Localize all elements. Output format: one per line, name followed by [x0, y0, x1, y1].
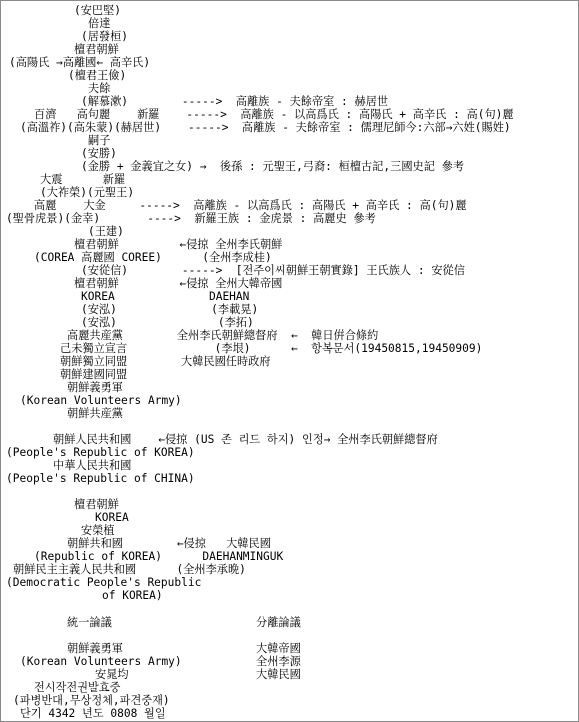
- text-line: 大震 新羅: [40, 173, 126, 186]
- text-line: 朝鮮人民共和國 ←侵掠 (US 존 리드 하지) 인정→ 全州李氏朝鮮總督府: [53, 433, 438, 446]
- text-line: KOREA: [95, 511, 129, 524]
- section-heading: 分離論議: [256, 616, 301, 629]
- text-line: 安榮植: [81, 524, 115, 537]
- text-line: (安泓) (李拓): [81, 316, 254, 329]
- text-line: (王建): [88, 225, 124, 238]
- text-line: 嗣子: [88, 134, 111, 147]
- text-line: (安巴堅): [74, 4, 122, 17]
- text-line: 倍達: [88, 17, 111, 30]
- text-line: 朝鮮義勇軍: [67, 642, 123, 655]
- text-line: 大韓民國: [256, 668, 301, 681]
- text-line: (大祚榮)(元聖王): [40, 186, 135, 199]
- text-line: KOREA DAEHAN: [81, 290, 250, 303]
- text-line: 高麗 大金 -----> 高離族 - 以高爲氏 : 高陽氏 + 高辛氏 : 高(句)麗: [34, 199, 467, 212]
- text-line: (People's Republic of KOREA): [6, 446, 195, 459]
- text-line: (安泓) (李載晃): [81, 303, 259, 316]
- text-line: 단기 4342 년도 0808 월일: [20, 707, 166, 720]
- text-line: 檀君朝鮮 ←侵掠 全州大韓帝國: [74, 277, 283, 290]
- text-line: (金勝 + 金義宜之女) → 後孫 : 元聖王,弓裔: 桓檀古記,三國史記 參考: [81, 160, 465, 173]
- text-line: (高陽氏 →高離國← 高辛氏): [9, 56, 151, 69]
- text-line: (COREA 高麗國 COREE) (全州李成桂): [34, 251, 272, 264]
- text-line: 檀君朝鮮: [74, 498, 119, 511]
- text-line: (聖骨虎景)(金幸) ----> 新羅王族 : 金虎景 : 高麗史 參考: [6, 212, 376, 225]
- text-line: 安晁均: [95, 668, 129, 681]
- text-line: of KOREA): [102, 589, 163, 602]
- text-line: 己未獨立宣言 (李垠) ← 항복문서(19450815,19450909): [60, 342, 483, 355]
- text-line: 夫餘: [88, 82, 111, 95]
- text-line: (Republic of KOREA) DAEHANMINGUK: [34, 550, 284, 563]
- text-line: 朝鮮獨立同盟 大韓民國任時政府: [60, 355, 271, 368]
- section-heading: 統一論議: [67, 616, 112, 629]
- text-line: 中華人民共和國: [53, 459, 132, 472]
- text-line: 朝鮮建國同盟: [60, 368, 128, 381]
- text-line: (Korean Volunteers Army): [20, 394, 182, 407]
- text-line: (安勝): [81, 147, 117, 160]
- text-line: (파병반대,무상정체,파견중재): [13, 694, 170, 707]
- text-line: 朝鮮共和國 ←侵掠 大韓民國: [67, 537, 271, 550]
- text-line: 檀君朝鮮: [74, 43, 119, 56]
- text-line: (People's Republic of CHINA): [6, 472, 195, 485]
- text-line: 전시작전권발효중: [34, 681, 121, 694]
- text-line: 朝鮮民主主義人民共和國 (全州李承晩): [13, 563, 246, 576]
- text-line: (Korean Volunteers Army): [20, 655, 182, 668]
- text-line: (高溫祚)(高朱蒙)(赫居世) -----> 高離族 - 夫餘帝室 : 儒理尼師今:六部→六姓(賜姓): [20, 121, 511, 134]
- text-line: 百濟 高句麗 新羅 -----> 高離族 - 以高爲氏 : 高陽氏 + 高辛氏 : 高(句)麗: [34, 108, 514, 121]
- text-line: 高麗共産黨 全州李氏朝鮮總督府 ← 韓日倂合條約: [67, 329, 379, 342]
- text-line: (檀君王儉): [68, 69, 127, 82]
- text-line: 全州李源: [256, 655, 301, 668]
- text-line: (解慕漱) -----> 高離族 - 夫餘帝室 : 赫居世: [81, 95, 389, 108]
- text-line: (居發桓): [81, 30, 129, 43]
- text-line: 檀君朝鮮 ←侵掠 全州李氏朝鮮: [74, 238, 283, 251]
- text-line: (Democratic People's Republic: [6, 576, 202, 589]
- text-line: 朝鮮義勇軍: [67, 381, 123, 394]
- text-line: (安從信) -----> [전주이씨朝鮮王朝實錄] 王氏族人 : 安從信: [81, 264, 465, 277]
- text-line: 朝鮮共産黨: [67, 407, 123, 420]
- text-line: 大韓帝國: [256, 642, 301, 655]
